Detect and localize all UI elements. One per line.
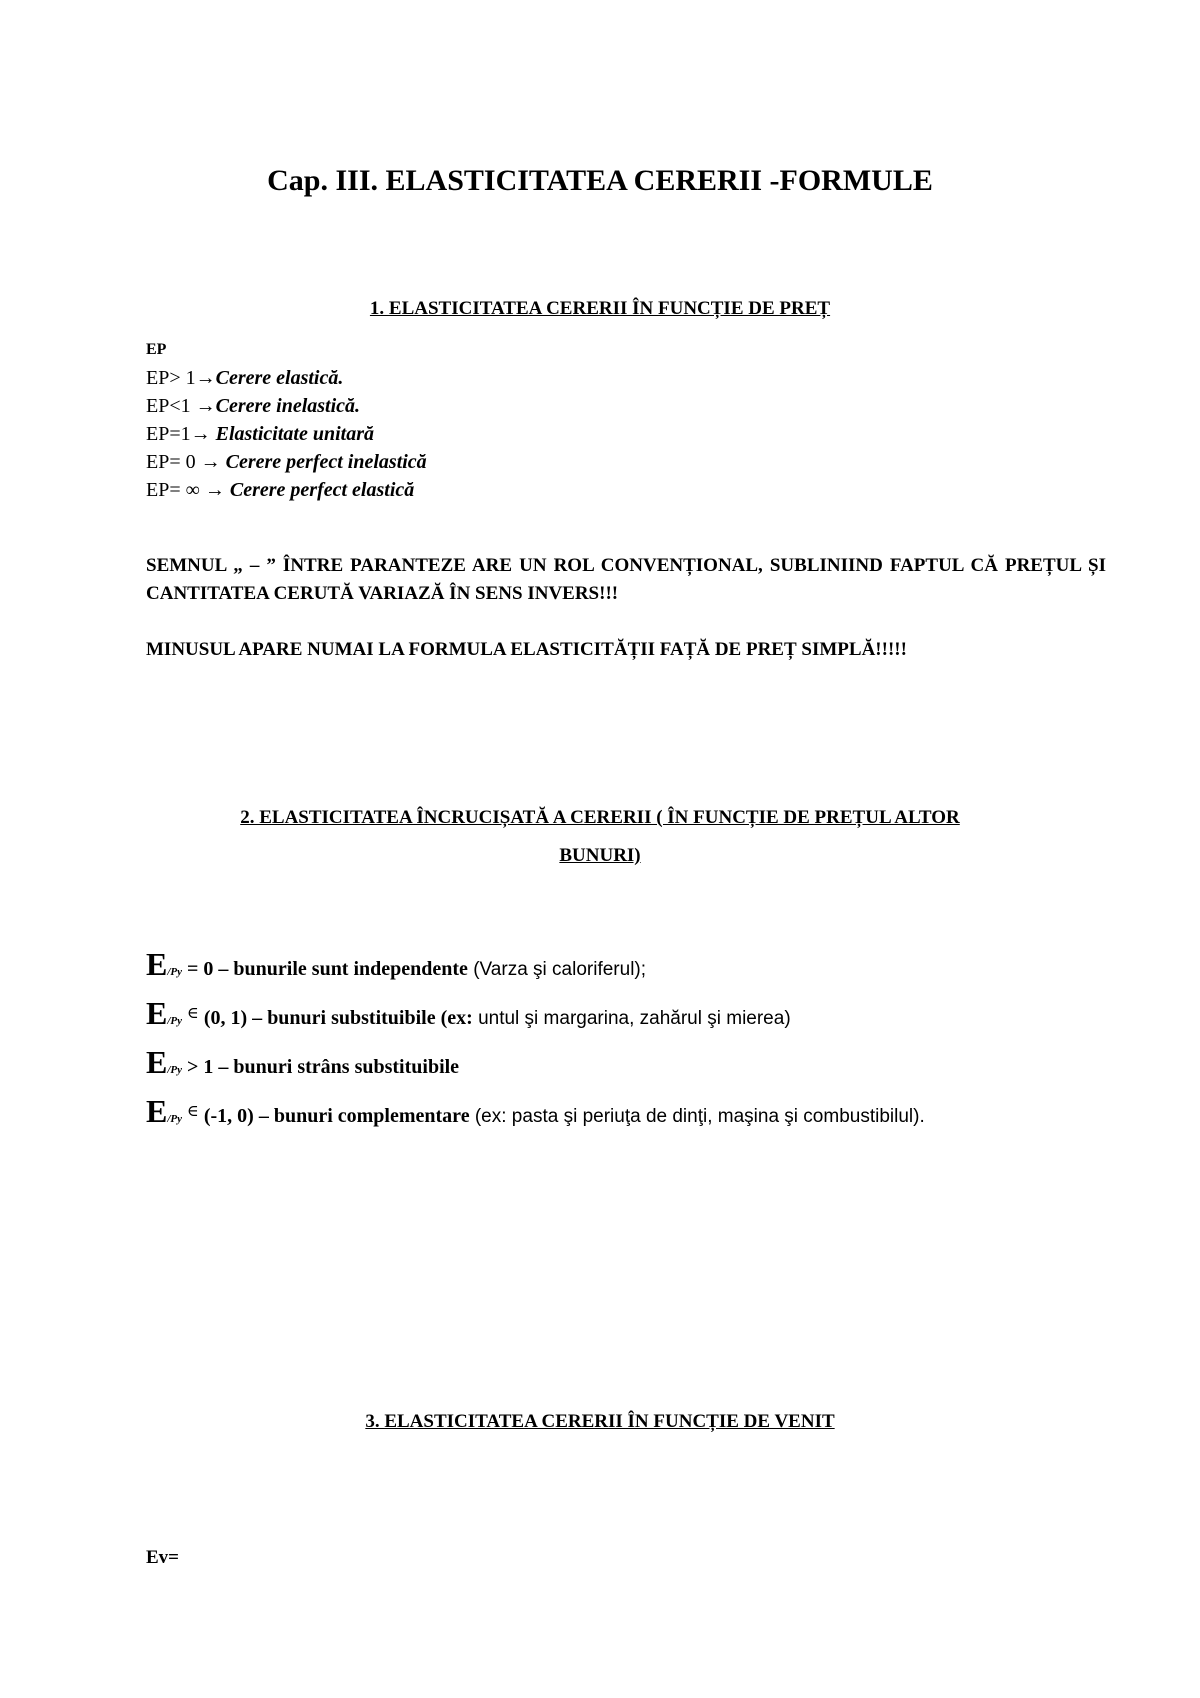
ep-rule-perfect-inelastic	[146, 448, 427, 476]
ep-rule-elastic	[146, 364, 427, 392]
elasticity-subscript: /Py	[167, 1015, 183, 1027]
cross-rule-detail: (ex: pasta şi periuţa de dinţi, maşina şi combustibilul).	[469, 1106, 925, 1127]
minus-sign-note: MINUSUL APARE NUMAI LA FORMULA ELASTICITĂȚII FAȚĂ DE PREȚ SIMPLĂ!!!!!	[146, 639, 907, 660]
elasticity-subscript: /Py	[167, 1113, 183, 1125]
cross-rule-condition: = 0 –	[182, 958, 234, 980]
cross-rule-condition: > 1 –	[182, 1056, 234, 1078]
cross-rule-close-substitutes	[146, 1044, 1056, 1084]
elasticity-symbol: E	[146, 1093, 168, 1129]
ep-rule-condition: EP> 1→	[146, 367, 216, 389]
page-title: Cap. III. ELASTICITATEA CERERII -FORMULE	[267, 164, 933, 197]
ep-rule-condition: EP<1 →	[146, 395, 216, 417]
ep-rule-perfect-elastic	[146, 476, 427, 504]
sign-convention-note: SEMNUL „ – ” ÎNTRE PARANTEZE ARE UN ROL CONVENȚIONAL, SUBLINIIND FAPTUL CĂ PREȚUL ȘI CANTITATEA CERUTĂ VARIAZĂ ÎN SENS INVERS!!!	[146, 555, 1106, 604]
cross-rule-label: bunuri strâns substituibile	[233, 1056, 460, 1078]
ep-rule-description: Cerere perfect elastică	[229, 479, 415, 501]
section2-heading-line2: BUNURI)	[559, 845, 641, 866]
cross-elasticity-rules	[146, 946, 1056, 1146]
ep-label: EP	[146, 341, 167, 358]
section2-heading-line1: 2. ELASTICITATEA ÎNCRUCIȘATĂ A CERERII ( ÎN FUNCȚIE DE PREȚUL ALTOR	[240, 807, 960, 828]
ep-rule-description: Cerere perfect inelastică	[225, 451, 427, 473]
income-elasticity-label: Ev=	[146, 1547, 179, 1568]
ep-rule-condition: EP=1→	[146, 423, 216, 445]
elasticity-symbol: E	[146, 1044, 168, 1080]
cross-rule-label: bunurile sunt independente	[233, 958, 468, 980]
ep-rule-description: Cerere inelastică.	[215, 395, 361, 417]
section3-heading: 3. ELASTICITATEA CERERII ÎN FUNCȚIE DE VENIT	[365, 1411, 835, 1432]
ep-rule-inelastic	[146, 392, 427, 420]
cross-rule-condition: (-1, 0) –	[198, 1105, 274, 1127]
cross-rule-substitutes	[146, 995, 1056, 1035]
elasticity-symbol: E	[146, 946, 168, 982]
elasticity-symbol: E	[146, 995, 168, 1031]
ep-rule-unitary	[146, 420, 427, 448]
price-elasticity-rules	[146, 334, 427, 504]
cross-rule-detail: untul şi margarina, zahărul şi mierea)	[472, 1008, 791, 1029]
elasticity-subscript: /Py	[167, 966, 183, 978]
ep-rule-condition: EP= 0 →	[146, 451, 226, 473]
cross-rule-label: bunuri substituibile (ex:	[267, 1007, 473, 1029]
element-of-symbol: ∈	[187, 1005, 199, 1022]
cross-rule-label: bunuri complementare	[273, 1105, 470, 1127]
elasticity-subscript: /Py	[167, 1064, 183, 1076]
section1-heading: 1. ELASTICITATEA CERERII ÎN FUNCȚIE DE PREȚ	[369, 298, 831, 319]
cross-rule-condition: (0, 1) –	[198, 1007, 268, 1029]
cross-rule-complements	[146, 1093, 1056, 1133]
ep-rule-description: Elasticitate unitară	[215, 423, 374, 445]
ep-rule-description: Cerere elastică.	[215, 367, 344, 389]
cross-rule-independent	[146, 946, 1056, 986]
ep-rule-condition: EP= ∞ →	[146, 479, 230, 501]
cross-rule-detail: (Varza şi caloriferul);	[467, 959, 647, 980]
ep-label-line	[146, 334, 427, 364]
element-of-symbol: ∈	[187, 1103, 199, 1120]
